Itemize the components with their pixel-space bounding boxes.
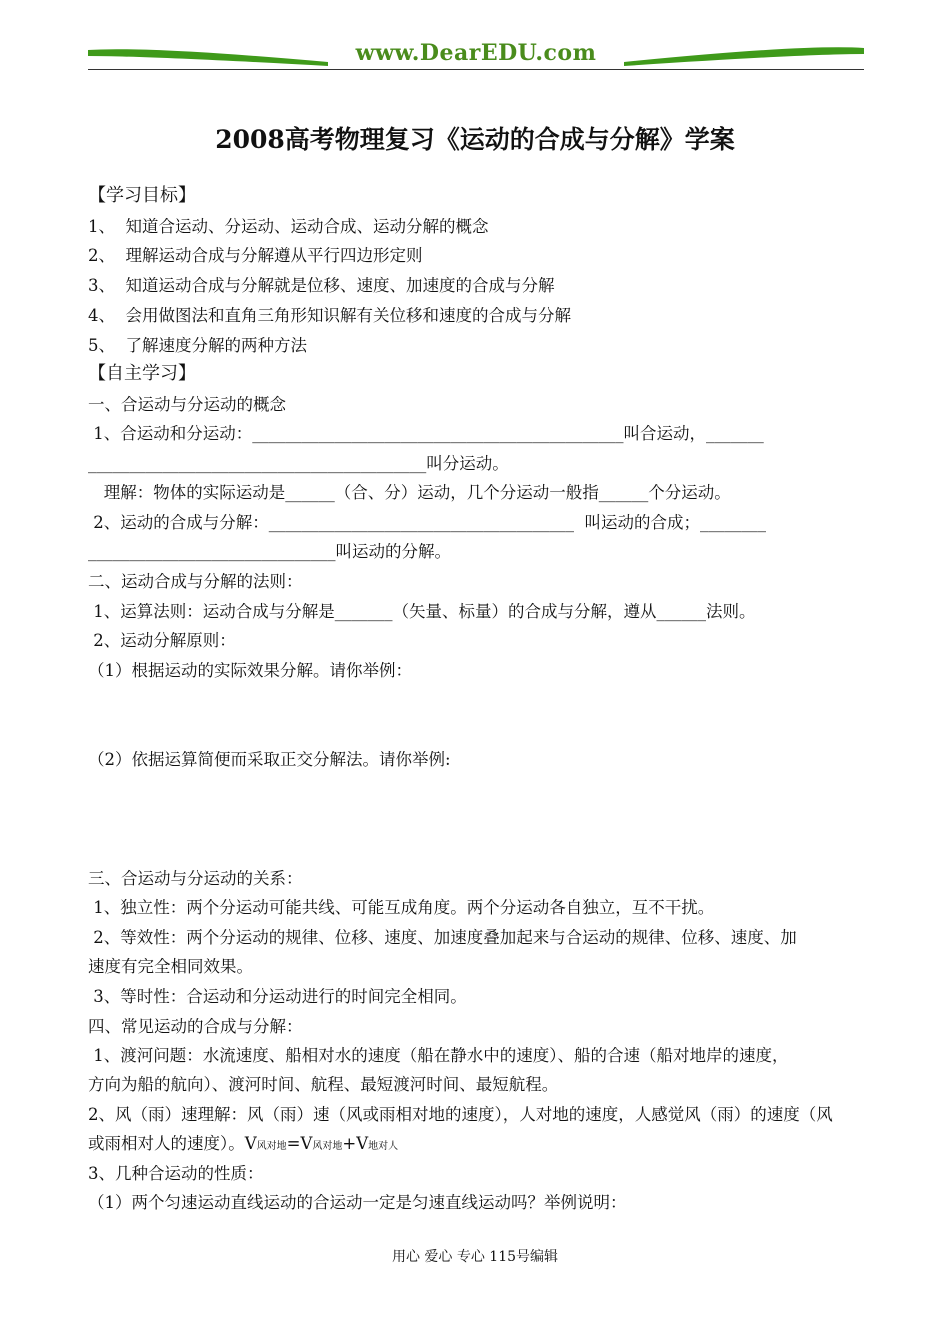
formula-subscript: 风对地 — [256, 1141, 287, 1152]
text-line: （2）依据运算简便而采取正交分解法。请你举例: — [88, 750, 451, 769]
text-line: 3、几种合运动的性质： — [88, 1164, 264, 1183]
section-heading: 一、合运动与分运动的概念 — [88, 395, 286, 414]
text-line: 2、运动分解原则： — [88, 631, 236, 650]
site-header — [88, 42, 864, 72]
formula-text: =V — [286, 1134, 313, 1153]
text-line: 1、独立性：两个分运动可能共线、可能互成角度。两个分运动各自独立，互不干扰。 — [88, 898, 715, 917]
text-line: 3、等时性：合运动和分运动进行的时间完全相同。 — [88, 987, 467, 1006]
goals-heading: 【学习目标】 — [88, 185, 196, 206]
formula-text: +V — [342, 1134, 369, 1153]
text-line: 2、风（雨）速理解：风（雨）速（风或雨相对地的速度），人对地的速度，人感觉风（雨）的速度（风 — [88, 1105, 833, 1124]
page-footer: 用心 爱心 专心 115号编辑 — [391, 1249, 559, 1265]
formula-text: 或雨相对人的速度）。V — [88, 1134, 257, 1153]
site-logo-text: www.DearEDU.com — [355, 40, 597, 66]
section-heading: 二、运动合成与分解的法则： — [88, 572, 303, 591]
text-line: （1）根据运动的实际效果分解。请你举例： — [88, 661, 412, 680]
goal-item: 3、 知道运动合成与分解就是位移、速度、加速度的合成与分解 — [88, 276, 555, 295]
text-line: 2、运动的合成与分解：_____________________________________ 叫运动的合成；________ — [88, 513, 766, 532]
goal-item: 5、 了解速度分解的两种方法 — [88, 336, 307, 355]
section-heading: 四、常见运动的合成与分解： — [88, 1017, 303, 1036]
text-line: 速度有完全相同效果。 — [88, 957, 253, 976]
text-line: _________________________________________叫分运动。 — [88, 454, 509, 473]
text-line: 1、渡河问题：水流速度、船相对水的速度（船在静水中的速度）、船的合速（船对地岸的速度， — [88, 1046, 789, 1065]
velocity-formula-line — [88, 1134, 398, 1157]
page-title: 2008高考物理复习《运动的合成与分解》学案 — [215, 125, 735, 154]
text-line: 1、运算法则：运动合成与分解是_______（矢量、标量）的合成与分解，遵从______法则。 — [88, 602, 756, 621]
header-divider — [88, 69, 864, 70]
text-line: 1、合运动和分运动：_____________________________________________叫合运动，_______ — [88, 424, 764, 443]
section-heading: 三、合运动与分运动的关系： — [88, 869, 303, 888]
text-line: 2、等效性：两个分运动的规律、位移、速度、加速度叠加起来与合运动的规律、位移、速度、加 — [88, 928, 797, 947]
formula-subscript: 地对人 — [368, 1141, 399, 1152]
goal-item: 4、 会用做图法和直角三角形知识解有关位移和速度的合成与分解 — [88, 306, 571, 325]
goal-item: 1、 知道合运动、分运动、运动合成、运动分解的概念 — [88, 217, 489, 236]
text-line: ______________________________叫运动的分解。 — [88, 542, 451, 561]
self-study-heading: 【自主学习】 — [88, 363, 196, 384]
text-line: （1）两个匀速运动直线运动的合运动一定是匀速直线运动吗？举例说明： — [88, 1193, 627, 1212]
text-line: 理解：物体的实际运动是______（合、分）运动，几个分运动一般指______个分运动。 — [88, 483, 731, 502]
goal-item: 2、 理解运动合成与分解遵从平行四边形定则 — [88, 246, 423, 265]
text-line: 方向为船的航向）、渡河时间、航程、最短渡河时间、最短航程。 — [88, 1075, 559, 1094]
formula-subscript: 风对地 — [312, 1141, 343, 1152]
